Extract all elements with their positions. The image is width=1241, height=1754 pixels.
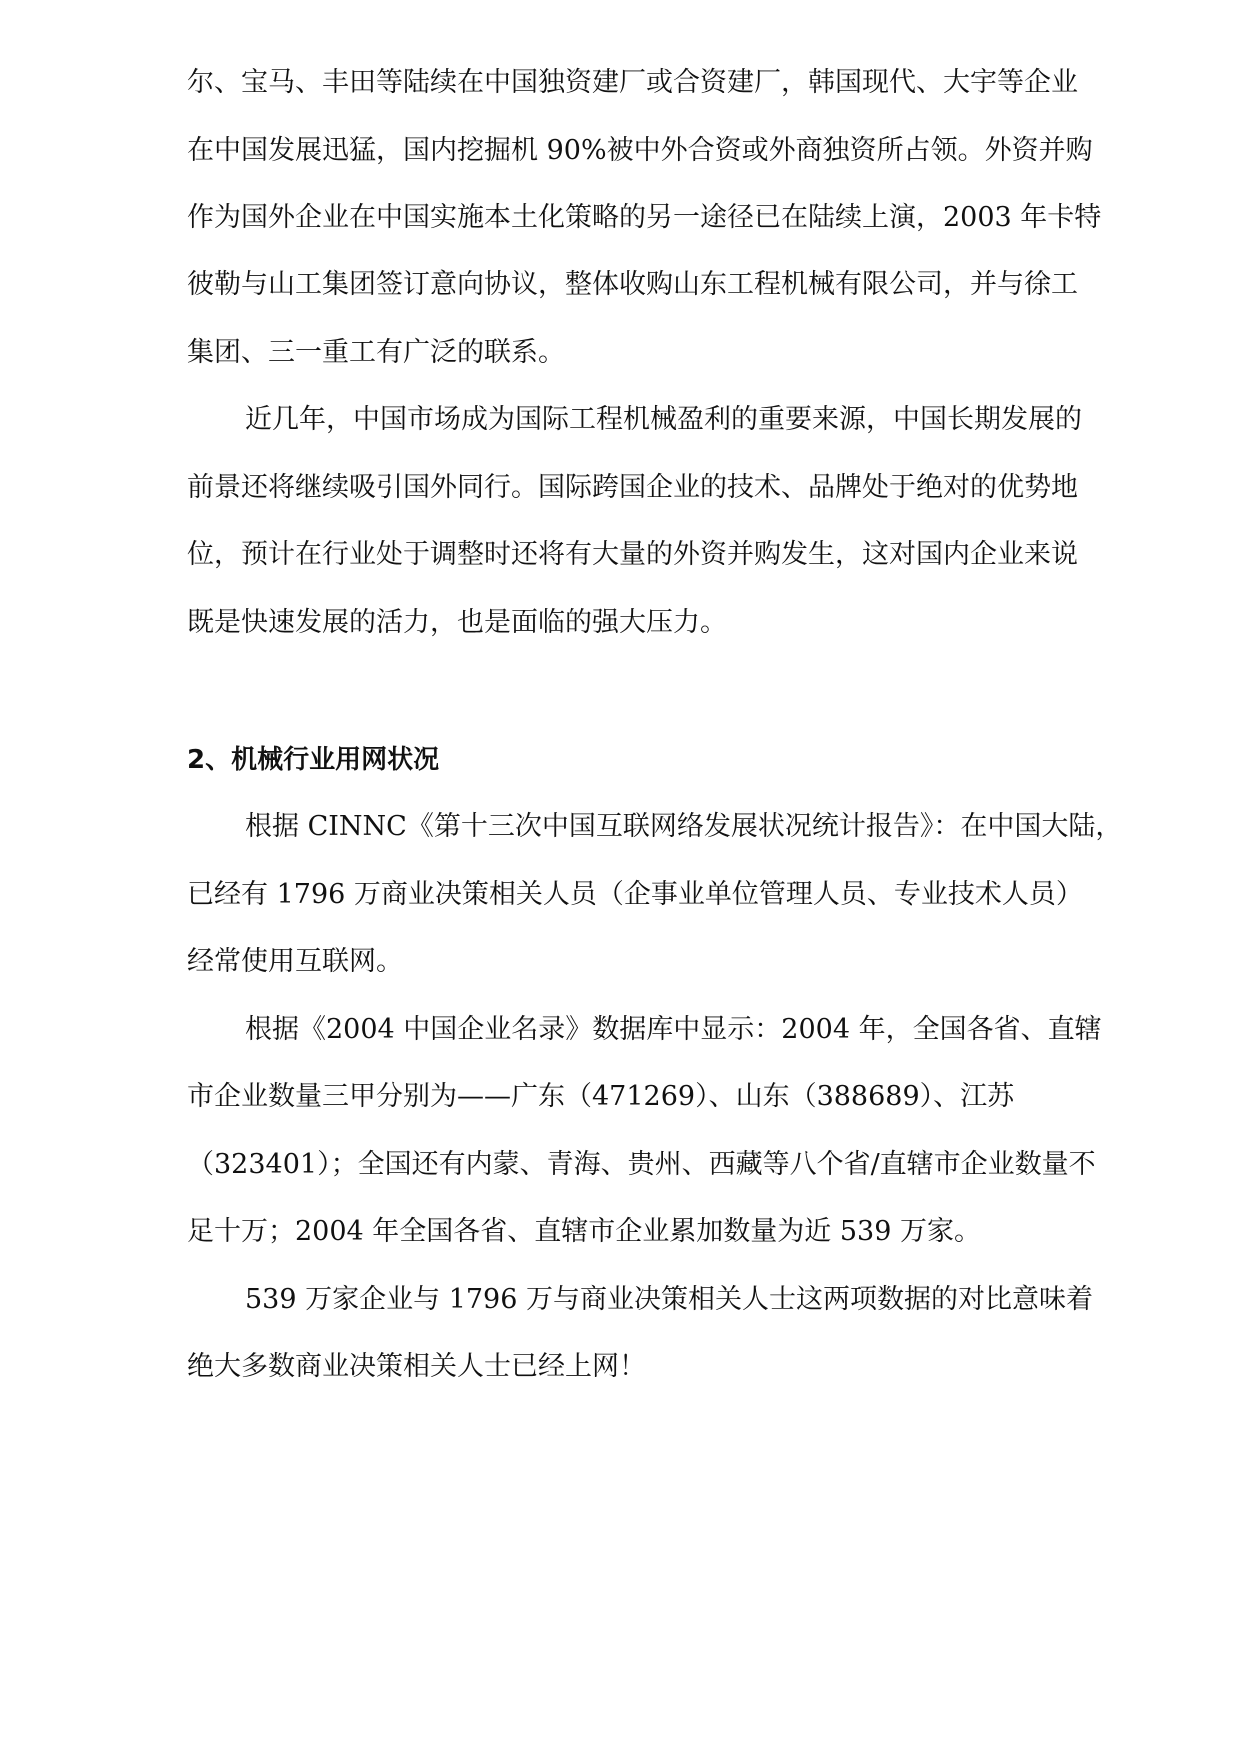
text-line: 足十万；2004 年全国各省、直辖市企业累加数量为近 539 万家。 <box>187 1216 981 1247</box>
text-line: 绝大多数商业决策相关人士已经上网！ <box>187 1351 646 1382</box>
text-line: 近几年，中国市场成为国际工程机械盈利的重要来源，中国长期发展的 <box>245 404 1082 435</box>
text-line: 作为国外企业在中国实施本土化策略的另一途径已在陆续上演，2003 年卡特 <box>187 202 1102 233</box>
text-line: 市企业数量三甲分别为——广东（471269）、山东（388689）、江苏 <box>187 1081 1015 1112</box>
text-line: 根据《2004 中国企业名录》数据库中显示：2004 年，全国各省、直辖 <box>245 1014 1102 1045</box>
text-line: 在中国发展迅猛，国内挖掘机 90%被中外合资或外商独资所占领。外资并购 <box>187 135 1093 166</box>
text-line: 根据 CINNC《第十三次中国互联网络发展状况统计报告》：在中国大陆， <box>245 811 1123 842</box>
text-line: 位，预计在行业处于调整时还将有大量的外资并购发生，这对国内企业来说 <box>187 539 1078 570</box>
text-line: 前景还将继续吸引国外同行。国际跨国企业的技术、品牌处于绝对的优势地 <box>187 472 1078 503</box>
text-line: 经常使用互联网。 <box>187 946 403 977</box>
section-heading: 2、机械行业用网状况 <box>187 745 440 775</box>
text-line: （323401）；全国还有内蒙、青海、贵州、西藏等八个省/直辖市企业数量不 <box>187 1149 1096 1180</box>
text-line: 已经有 1796 万商业决策相关人员（企事业单位管理人员、专业技术人员） <box>187 879 1083 910</box>
text-line: 彼勒与山工集团签订意向协议，整体收购山东工程机械有限公司，并与徐工 <box>187 269 1078 300</box>
text-line: 既是快速发展的活力，也是面临的强大压力。 <box>187 607 727 638</box>
text-line: 尔、宝马、丰田等陆续在中国独资建厂或合资建厂，韩国现代、大宇等企业 <box>187 67 1078 98</box>
text-line: 539 万家企业与 1796 万与商业决策相关人士这两项数据的对比意味着 <box>245 1284 1093 1315</box>
text-line: 集团、三一重工有广泛的联系。 <box>187 337 565 368</box>
